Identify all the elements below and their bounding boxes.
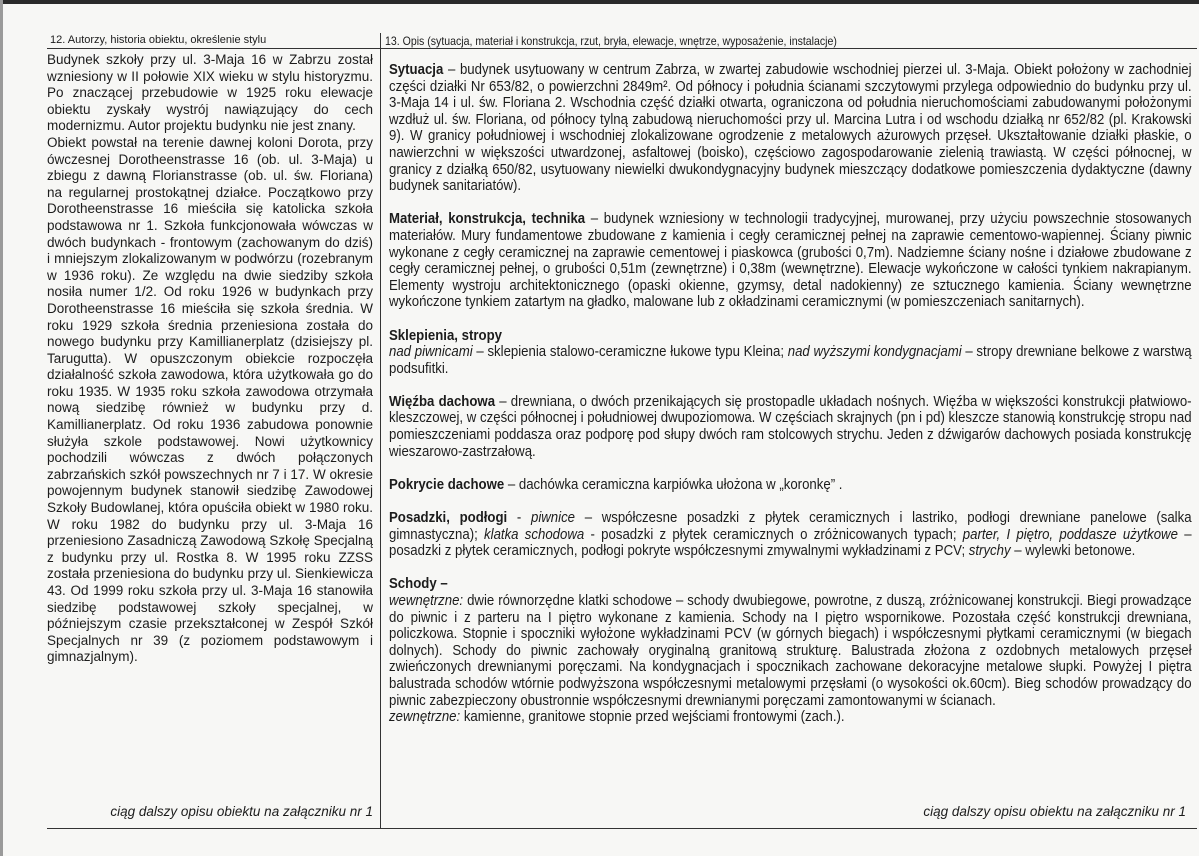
section-text: – dachówka ceramiczna karpiówka ułożona w „koronkę” . bbox=[504, 475, 843, 493]
section-text: – stropy drewniane belkowe z warstwą podsufitki. bbox=[389, 343, 1192, 377]
history-column bbox=[47, 52, 373, 666]
section-text: dwie równorzędne klatki schodowe – schody dwubiegowe, powrotne, z duszą, zróżnicowanej konstrukcji. Biegi prowadzące do piwnic i z parteru na I piętro wykonane z kamienia. Schody na I piętro wspornikowe. Pozostała część konstrukcji drewniana, policzkowa. Stopnie i spoczniki wyłożone wykładzinami PCV (w górnych biegach) i współczesnymi płytkami ceramicznymi (w biegach dolnych). Schody do piwnic zachowały oryginalną granitową strukturę. Balustrada złożona z ozdobnych metalowych przęseł zwieńczonych drewnianymi poręczami. Na kondygnacjach i spocznikach zachowane dekoracyjne metalowe słupki. Powyżej I piętra balustrada schodów wtórnie podwyższona współczesnymi metalowymi przęsłami (o wysokości ok.60cm). Bieg schodów prowadzący do piwnic zabezpieczony obustronnie współczesnymi drewnianymi poręczami zamontowanymi w ścianach. bbox=[389, 592, 1192, 709]
section-text: – drewniana, o dwóch przenikających się prostopadle układach nośnych. Więźba w większości konstrukcji płatwiowo-kleszczowej, w części północnej i południowej dwupoziomowa. W częściach skrajnych (pn i pd) kleszcze stanowią konstrukcję stropu nad pomieszczeniami poddasza oraz podporę pod słupy dwóch ram stolcowych strychu. Jeden z dźwigarów dachowych posiada konstrukcję wieszarowo-zastrzałową. bbox=[389, 392, 1192, 460]
section-text: kamienne, granitowe stopnie przed wejściami frontowymi (zach.). bbox=[460, 708, 845, 726]
section-text: – posadzki z płytek ceramicznych, podłogi pokryte współczesnymi zmywalnymi wykładzinami z PCV; bbox=[389, 525, 1192, 560]
section-pokrycie bbox=[389, 477, 1192, 494]
section-title: Pokrycie dachowe bbox=[389, 475, 505, 493]
section-sytuacja bbox=[389, 62, 1192, 195]
right-continuation-note: ciąg dalszy opisu obiektu na załączniku nr 1 bbox=[923, 804, 1186, 819]
section-schody-title bbox=[389, 576, 1192, 593]
section-wiezba bbox=[389, 394, 1192, 460]
section-sklepienia-title bbox=[389, 328, 1192, 345]
term: piwnice bbox=[530, 509, 576, 527]
term: wewnętrzne: bbox=[389, 592, 464, 609]
term: strychy bbox=[968, 542, 1011, 560]
term: zewnętrzne: bbox=[389, 708, 461, 726]
scan-edge-top bbox=[0, 0, 1199, 4]
section-title: Sytuacja bbox=[389, 61, 444, 78]
section-text: – wylewki betonowe. bbox=[1010, 542, 1136, 560]
header-divider bbox=[47, 48, 1197, 49]
section-text: - bbox=[507, 509, 531, 527]
section-title: Schody – bbox=[389, 575, 448, 593]
term: parter, I piętro, poddasze użytkowe bbox=[962, 525, 1178, 543]
section-text: – budynek usytuowany w centrum Zabrza, w zwartej zabudowie wschodniej pierzei ul. 3-Maja. Obiekt położony w zachodniej części działki Nr 653/82, o powierzchni 2849m². Od północy i południa ścianami szczytowymi przylega odpowiednio do budynku przy ul. 3-Maja 14 i ul. św. Floriana 2. Wschodnia część działki otwarta, ograniczona od południa nieruchomościami zabudowanymi położonymi wzdłuż ul. św. Floriana, od północy tylną zabudową nieruchomości przy ul. Marcina Lutra i od wschodu działką nr 652/82 (pl. Krakowski 9). W granicy południowej i wschodniej zlokalizowane ogrodzenie z metalowych ażurowych przęseł. Ukształtowanie działki płaskie, o nawierzchni w większości utwardzonej, asfaltowej (boisko), częściowo zagospodarowanie zielenią trawiastą. W części północnej, w granicy z działką 650/82, usytuowany niewielki dwukondygnacyjny budynek mieszczący dodatkowe pomieszczenia dydaktyczne (dawny budynek sanitariatów). bbox=[389, 61, 1192, 195]
section-schody-internal bbox=[389, 593, 1192, 709]
section-title: Sklepienia, stropy bbox=[389, 326, 502, 344]
term: nad wyższymi kondygnacjami bbox=[787, 343, 962, 361]
section-schody-external bbox=[389, 709, 1192, 726]
section-13-header: 13. Opis (sytuacja, materiał i konstrukcja, rzut, bryła, elewacje, wnętrze, wyposażenie, instalacje) bbox=[385, 34, 837, 48]
section-sklepienia bbox=[389, 344, 1192, 377]
section-material bbox=[389, 211, 1192, 311]
section-posadzki bbox=[389, 510, 1192, 560]
term: klatka schodowa bbox=[484, 525, 585, 543]
section-title: Posadzki, podłogi bbox=[389, 509, 508, 527]
left-continuation-note: ciąg dalszy opisu obiektu na załączniku nr 1 bbox=[110, 804, 373, 819]
section-title: Materiał, konstrukcja, technika bbox=[389, 210, 586, 228]
section-text: - posadzki z płytek ceramicznych o zróżnicowanych typach; bbox=[584, 525, 963, 543]
scan-edge-left bbox=[0, 0, 3, 856]
description-column bbox=[389, 62, 1192, 726]
term: nad piwnicami bbox=[389, 343, 473, 361]
history-paragraph: Obiekt powstał na terenie dawnej koloni Dorota, przy ówczesnej Dorotheenstrasse 16 (ob. ul. 3-Maja) u zbiegu z dawną Florianstrasse (ob. ul. św. Floriana) na regularnej prostokątnej działce. Początkowo przy Dorotheenstrasse 16 mieściła się katolicka szkoła podstawowa nr 1. Szkoła funkcjonowała wówczas w dwóch budynkach - frontowym (zachowanym do dziś) i mniejszym zlokalizowanym w podwórzu (rozebranym w 1936 roku). Ze względu na dwie siedziby szkoła nosiła numer 1/2. Od roku 1926 w budynkach przy Dorotheenstrasse 16 mieściła się szkoła średnia. W roku 1929 szkoła średnia przeniesiona została do nowego budynku przy Kamillianerplatz (dzisiejszy pl. Tarugutta). W opuszczonym obiekcie rozpoczęła działalność szkoła zawodowa, która użytkowała go do roku 1935. W 1935 roku szkoła zawodowa otrzymała nową siedzibę również w budynku przy d. Kamillianerplatz. Od roku 1936 zabudowa ponownie służyła szkole podstawowej. Nowi użytkownicy pochodzili wówczas z dwóch połączonych zabrzańskich szkół powszechnych nr 7 i 17. W okresie powojennym budynek stanowił siedzibę Zawodowej Szkoły Budowlanej, która opuściła obiekt w 1980 roku. W roku 1982 do budynku przy ul. 3-Maja 16 przeniesiono Zasadniczą Zawodową Szkołę Specjalną z budynku przy ul. Rostka 8. W 1995 roku ZZSS została przeniesiona do budynku przy ul. Sienkiewicza 43. Od 1999 roku szkoła przy ul. 3-Maja 16 stanowiła siedzibę podstawowej szkoły specjalnej, w późniejszym czasie przekształconej w Zespół Szkół Specjalnych nr 39 (z poziomem podstawowym i gimnazjalnym). bbox=[47, 134, 373, 665]
section-12-header: 12. Autorzy, historia obiektu, określenie stylu bbox=[50, 34, 267, 46]
history-paragraph: Budynek szkoły przy ul. 3-Maja 16 w Zabrzu został wzniesiony w II połowie XIX wieku w stylu historyzmu. Po znaczącej przebudowie w 1925 roku elewacje obiektu zyskały wystrój nawiązujący do cech modernizmu. Autor projektu budynku nie jest znany. bbox=[47, 52, 373, 134]
section-text: – sklepienia stalowo-ceramiczne łukowe typu Kleina; bbox=[472, 343, 788, 361]
section-title: Więźba dachowa bbox=[389, 392, 496, 410]
section-text: – budynek wzniesiony w technologii tradycyjnej, murowanej, przy użyciu powszechnie stosowanych materiałów. Mury fundamentowe zbudowane z kamienia i cegły ceramicznej pełnej na zaprawie cementowo-wapiennej. Ściany piwnic wykonane z cegły ceramicznej na zaprawie cementowej i piaskowca (grubości 0,7m). Nadziemne ściany nośne i działowe zbudowane z cegły ceramicznej pełnej, o grubości 0,51m (zewnętrzne) i 0,38m (wewnętrzne). Elewacje wykończone w całości tynkiem nakrapianym. Elementy wystroju architektonicznego (opaski okienne, gzymsy, detal nadokienny) ze sztucznego kamienia. Ściany wewnętrzne wykończone tynkiem zatartym na gładko, malowane lub z okładzinami ceramicznymi (w pomieszczeniach sanitarnych). bbox=[389, 210, 1192, 311]
section-text: – współczesne posadzki z płytek ceramicznych i lastriko, podłogi drewniane panelowe (salka gimnastyczna); bbox=[389, 509, 1192, 543]
footer-divider bbox=[47, 828, 1197, 829]
column-divider bbox=[380, 33, 381, 829]
